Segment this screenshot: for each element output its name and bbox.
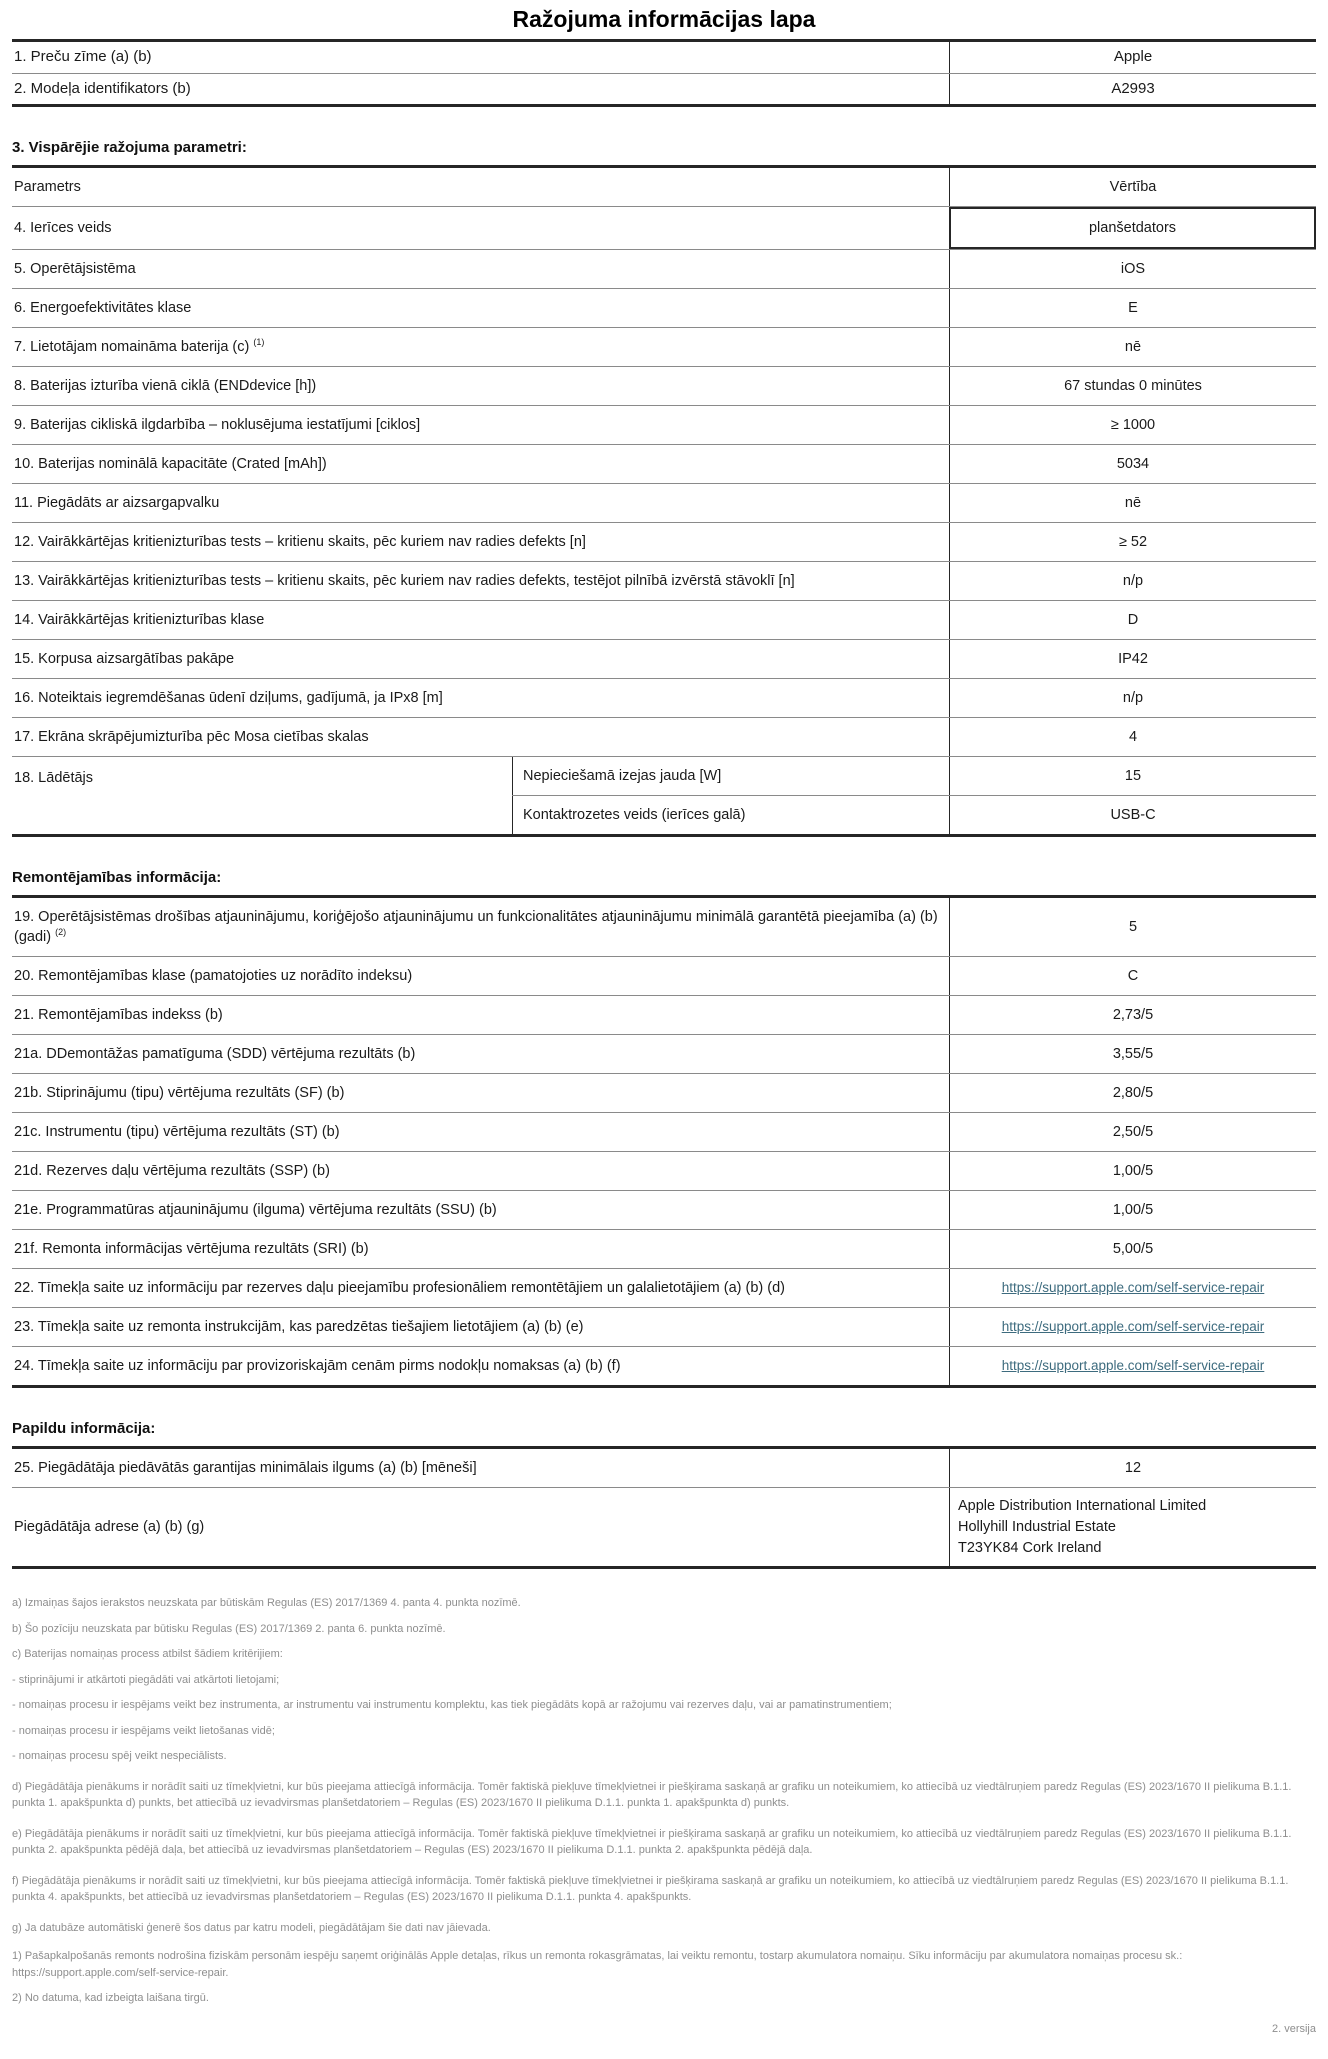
footnote: 1) Pašapkalpošanās remonts nodrošina fiziskām personām iespēju saņemt oriģinālās Apple detaļas, rīkus un remonta rokasgrāmatas, lai veiktu remontu, tostarp akumulatora nomaiņu. Sīku informāciju par akumulatora nomaiņas procesu sk.: https://support.apple.com/self-service-repair. — [12, 1950, 1183, 1979]
footnote: a) Izmaiņas šajos ierakstos neuzskata par būtiskām Regulas (ES) 2017/1369 4. panta 4. punkta nozīmē. — [12, 1597, 521, 1610]
support-repair-link[interactable]: https://support.apple.com/self-service-repair — [1001, 1280, 1265, 1296]
table-row — [12, 73, 1316, 105]
table-row — [12, 1034, 1316, 1073]
table-row — [12, 483, 1316, 522]
row-label: 21e. Programmatūras atjauninājumu (ilguma) vērtējuma rezultāts (SSU) (b) — [14, 1202, 497, 1219]
repairability-table — [12, 895, 1316, 1388]
row-label: 5. Operētājsistēma — [14, 261, 136, 278]
row-value: nē — [949, 328, 1316, 366]
row-label: 8. Baterijas izturība vienā ciklā (ENDdevice [h]) — [14, 378, 317, 395]
row-label: 25. Piegādātāja piedāvātās garantijas minimālais ilgums (a) (b) [mēneši] — [14, 1460, 477, 1477]
row-value: iOS — [949, 250, 1316, 288]
table-row — [12, 600, 1316, 639]
section-heading-repair: Remontējamības informācija: — [12, 869, 222, 887]
row-label: 23. Tīmekļa saite uz remonta instrukcijām, kas paredzētas tiešajiem lietotājiem (a) (b) (e) — [14, 1319, 584, 1336]
row-value — [949, 1308, 1316, 1346]
table-row — [12, 1268, 1316, 1307]
table-row — [12, 206, 1316, 249]
row-value: 1,00/5 — [949, 1191, 1316, 1229]
row-label: Kontaktrozetes veids (ierīces galā) — [512, 796, 949, 834]
table-row — [12, 1073, 1316, 1112]
table-row — [12, 1346, 1316, 1385]
table-row — [12, 717, 1316, 756]
footnote: e) Piegādātāja pienākums ir norādīt saiti uz tīmekļvietni, kur būs pieejama attiecīgā informācija. Tomēr faktiskā piekļuve tīmekļvietnei ir piešķirama saskaņā ar grafiku un noteikumiem, ko attiecībā uz viedtālruņiem paredz Regulas (ES) 2023/1670 II pielikuma B.1.1. punkta 2. apakšpunkta pēdējā daļa, bet attiecībā uz ievadvirsmas planšetdatoriem – Regulas (ES) 2023/1670 II pielikuma D.1.1. punkta 2. apakšpunkta pēdējā daļa. — [12, 1827, 1292, 1857]
row-value — [949, 1347, 1316, 1385]
row-value: 5,00/5 — [949, 1230, 1316, 1268]
row-label: 22. Tīmekļa saite uz informāciju par rezerves daļu pieejamību profesionāliem remontētājiem un galalietotājiem (a) (b) (d) — [14, 1280, 785, 1297]
footnote: c) Baterijas nomaiņas process atbilst šādiem kritērijiem: — [12, 1648, 283, 1661]
table-row — [12, 1190, 1316, 1229]
footnote: - stiprinājumi ir atkārtoti piegādāti vai atkārtoti lietojami; — [12, 1673, 280, 1686]
row-label: 2. Modeļa identifikators (b) — [14, 79, 191, 97]
row-value: A2993 — [949, 74, 1316, 105]
row-value: n/p — [949, 679, 1316, 717]
row-label: 19. Operētājsistēmas drošības atjauninājumu, koriģējošo atjauninājumu un funkcionalitātes atjauninājumu minimālā garantētā pieejamība (a) (b) (gadi) $^{(2)}$ — [14, 909, 938, 946]
address-line: Apple Distribution International Limited — [958, 1498, 1207, 1515]
supplier-address-row — [12, 1487, 1316, 1566]
table-row — [12, 405, 1316, 444]
row-value: 2,73/5 — [949, 996, 1316, 1034]
row-label: Piegādātāja adrese (a) (b) (g) — [14, 1519, 205, 1536]
charger-sub-table — [512, 757, 1316, 834]
row-label: 1. Preču zīme (a) (b) — [14, 48, 152, 65]
footnotes — [12, 1595, 1316, 2007]
table-row — [12, 366, 1316, 405]
row-value: IP42 — [949, 640, 1316, 678]
footnote: b) Šo pozīciju neuzskata par būtisku Regulas (ES) 2017/1369 2. panta 6. punkta nozīmē. — [12, 1622, 446, 1635]
table-row — [12, 1151, 1316, 1190]
table-row — [12, 1229, 1316, 1268]
row-label: 21d. Rezerves daļu vērtējuma rezultāts (SSP) (b) — [14, 1163, 330, 1180]
row-value: C — [949, 957, 1316, 995]
row-label: 10. Baterijas nominālā kapacitāte (Crated [mAh]) — [14, 456, 327, 473]
row-label: 20. Remontējamības klase (pamatojoties uz norādīto indeksu) — [14, 968, 413, 985]
row-label: 16. Noteiktais iegremdēšanas ūdenī dziļums, gadījumā, ja IPx8 [m] — [14, 690, 443, 707]
row-value: 3,55/5 — [949, 1035, 1316, 1073]
charger-row — [12, 756, 1316, 834]
row-label: 12. Vairākkārtējas kritienizturības tests – kritienu skaits, pēc kuriem nav radies defekts [n] — [14, 534, 586, 551]
section-heading-additional: Papildu informācija: — [12, 1420, 156, 1438]
row-label: 14. Vairākkārtējas kritienizturības klase — [14, 612, 265, 629]
table-row — [12, 678, 1316, 717]
row-value: 15 — [949, 757, 1316, 795]
table-row — [12, 1307, 1316, 1346]
table-row — [12, 639, 1316, 678]
footnote: d) Piegādātāja pienākums ir norādīt saiti uz tīmekļvietni, kur būs pieejama attiecīgā informācija. Tomēr faktiskā piekļuve tīmekļvietnei ir piešķirama saskaņā ar grafiku un noteikumiem, ko attiecībā uz viedtālruņiem paredz Regulas (ES) 2023/1670 II pielikuma B.1.1. punkta 1. apakšpunkta d) punkts, bet attiecībā uz ievadvirsmas planšetdatoriem – Regulas (ES) 2023/1670 II pielikuma D.1.1. punkta 1. apakšpunkta d) punkts. — [12, 1780, 1292, 1810]
table-row — [512, 795, 1316, 834]
row-label: 24. Tīmekļa saite uz informāciju par provizoriskajām cenām pirms nodokļu nomaksas (a) (b) (f) — [14, 1358, 621, 1375]
table-row — [12, 249, 1316, 288]
row-value: 4 — [949, 718, 1316, 756]
table-row — [12, 898, 1316, 956]
row-value: 67 stundas 0 minūtes — [949, 367, 1316, 405]
row-value: USB-C — [949, 796, 1316, 834]
table-row — [12, 327, 1316, 366]
page-title: Ražojuma informācijas lapa — [512, 6, 816, 32]
row-label: 17. Ekrāna skrāpējumizturība pēc Mosa cietības skalas — [14, 729, 369, 746]
version-note: 2. versija — [1271, 2022, 1316, 2035]
row-label: 9. Baterijas cikliskā ilgdarbība – noklusējuma iestatījumi [ciklos] — [14, 417, 421, 434]
additional-info-table — [12, 1446, 1316, 1569]
table-row — [12, 42, 1316, 73]
footnote: - nomaiņas procesu ir iespējams veikt bez instrumenta, ar instrumentu vai instrumentu komplektu, kas tiek piegādāts kopā ar ražojumu vai rezerves daļu, vai ar pamatinstrumentiem; — [12, 1699, 892, 1712]
table-row — [12, 956, 1316, 995]
row-value: nē — [949, 484, 1316, 522]
row-label: 21. Remontējamības indekss (b) — [14, 1007, 223, 1024]
header-cell-parameter: Parametrs — [14, 179, 81, 196]
row-label: 11. Piegādāts ar aizsargapvalku — [14, 495, 220, 512]
row-label: 21f. Remonta informācijas vērtējuma rezultāts (SRI) (b) — [14, 1241, 369, 1258]
row-label: 4. Ierīces veids — [14, 220, 112, 237]
supplier-address — [949, 1488, 1316, 1566]
row-label: 21a. DDemontāžas pamatīguma (SDD) vērtējuma rezultāts (b) — [14, 1046, 416, 1063]
table-row — [12, 522, 1316, 561]
device-type-value: planšetdators — [949, 207, 1316, 249]
footnote: g) Ja datubāze automātiski ģenerē šos datus par katru modeli, piegādātājam šie dati nav jāievada. — [12, 1921, 491, 1934]
row-label: 15. Korpusa aizsargātības pakāpe — [14, 651, 235, 668]
row-value: ≥ 1000 — [949, 406, 1316, 444]
row-label: 18. Lādētājs — [14, 770, 94, 787]
footnote: 2) No datuma, kad izbeigta laišana tirgū. — [12, 1992, 209, 2005]
table-row — [12, 444, 1316, 483]
row-value: 5 — [949, 898, 1316, 956]
id-table — [12, 39, 1316, 107]
row-value: 2,50/5 — [949, 1113, 1316, 1151]
table-header-row — [12, 168, 1316, 206]
row-label: 6. Energoefektivitātes klase — [14, 300, 192, 317]
header-cell-value: Vērtība — [949, 168, 1316, 206]
row-value: 5034 — [949, 445, 1316, 483]
address-line: T23YK84 Cork Ireland — [958, 1539, 1102, 1556]
table-row — [12, 995, 1316, 1034]
row-value: 2,80/5 — [949, 1074, 1316, 1112]
row-label: 7. Lietotājam nomaināma baterija (c) $^{(1)}$ — [14, 337, 265, 356]
row-value: D — [949, 601, 1316, 639]
row-label: 21c. Instrumentu (tipu) vērtējuma rezultāts (ST) (b) — [14, 1124, 340, 1141]
footnote-ref: (2) — [55, 927, 67, 938]
table-row — [12, 561, 1316, 600]
section-heading-general: 3. Vispārējie ražojuma parametri: — [12, 139, 247, 157]
row-value: 12 — [949, 1449, 1316, 1487]
row-value — [949, 1269, 1316, 1307]
row-label: Nepieciešamā izejas jauda [W] — [512, 757, 949, 795]
table-row — [12, 1112, 1316, 1151]
row-value: Apple — [949, 42, 1316, 73]
footnote: - nomaiņas procesu ir iespējams veikt lietošanas vidē; — [12, 1724, 275, 1737]
row-value: 1,00/5 — [949, 1152, 1316, 1190]
table-row — [12, 1449, 1316, 1487]
general-parameters-table — [12, 165, 1316, 837]
address-line: Hollyhill Industrial Estate — [958, 1518, 1116, 1535]
row-value: n/p — [949, 562, 1316, 600]
footnote: f) Piegādātāja pienākums ir norādīt saiti uz tīmekļvietni, kur būs pieejama attiecīgā informācija. Tomēr faktiskā piekļuve tīmekļvietnei ir piešķirama saskaņā ar grafiku un noteikumiem, ko attiecībā uz viedtālruņiem paredz Regulas (ES) 2023/1670 II pielikuma B.1.1. punkta 4. apakšpunkts, bet attiecībā uz ievadvirsmas planšetdatoriem – Regulas (ES) 2023/1670 II pielikuma D.1.1. punkta 4. apakšpunkts. — [12, 1874, 1289, 1904]
row-value: ≥ 52 — [949, 523, 1316, 561]
table-row — [512, 757, 1316, 795]
row-label: 21b. Stiprinājumu (tipu) vērtējuma rezultāts (SF) (b) — [14, 1085, 345, 1102]
footnote: - nomaiņas procesu spēj veikt nespeciālists. — [12, 1750, 227, 1763]
row-value: E — [949, 289, 1316, 327]
row-label: 13. Vairākkārtējas kritienizturības tests – kritienu skaits, pēc kuriem nav radies defekts, testējot pilnībā izvērstā stāvoklī [n] — [14, 573, 795, 590]
support-repair-link[interactable]: https://support.apple.com/self-service-repair — [1001, 1358, 1265, 1374]
support-repair-link[interactable]: https://support.apple.com/self-service-repair — [1001, 1319, 1265, 1335]
table-row — [12, 288, 1316, 327]
footnote-ref: (1) — [253, 337, 265, 348]
